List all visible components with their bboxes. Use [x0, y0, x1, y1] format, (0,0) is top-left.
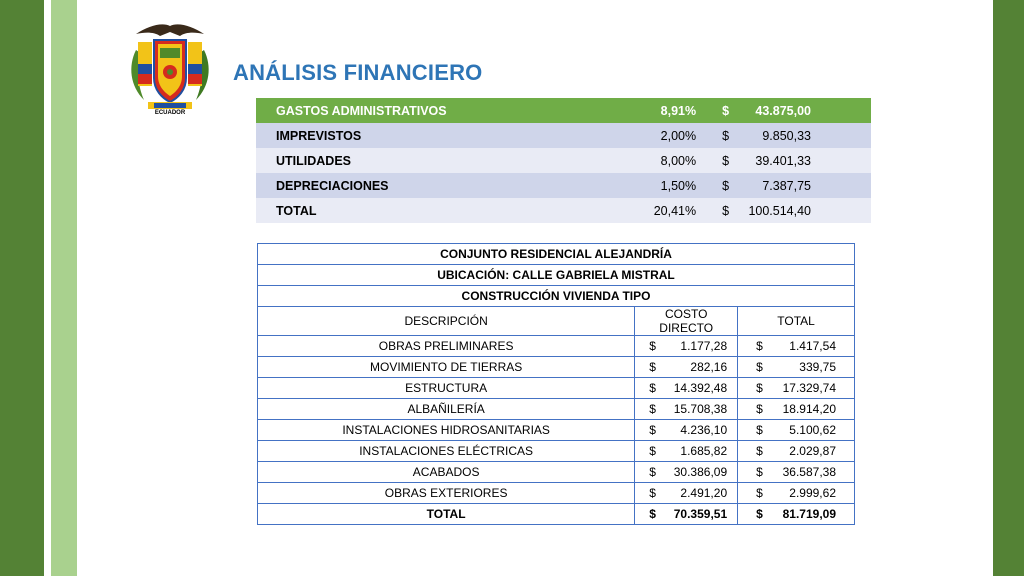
- summary-amount: 43.875,00: [748, 98, 871, 123]
- summary-percent: 1,50%: [622, 173, 700, 198]
- summary-currency: $: [700, 173, 748, 198]
- row-direct-cost: [635, 483, 738, 504]
- table-heading-row: [258, 244, 855, 265]
- summary-amount: 100.514,40: [748, 198, 871, 223]
- row-description: OBRAS PRELIMINARES: [258, 336, 635, 357]
- row-total: [738, 462, 855, 483]
- currency-symbol: $: [756, 507, 763, 521]
- row-total: [738, 483, 855, 504]
- currency-symbol: $: [649, 444, 656, 458]
- summary-label: DEPRECIACIONES: [256, 173, 622, 198]
- left-dark-green-bar: [0, 0, 44, 576]
- column-header-description: DESCRIPCIÓN: [258, 307, 635, 336]
- amount-value: 282,16: [690, 360, 728, 374]
- row-total: [738, 420, 855, 441]
- left-light-green-bar: [51, 0, 77, 576]
- row-description: ALBAÑILERÍA: [258, 399, 635, 420]
- summary-row: [256, 198, 871, 223]
- amount-value: 4.236,10: [680, 423, 728, 437]
- table-row: [258, 483, 855, 504]
- row-total: [738, 357, 855, 378]
- row-direct-cost: [635, 357, 738, 378]
- currency-symbol: $: [756, 402, 763, 416]
- table-row: [258, 462, 855, 483]
- row-direct-cost: [635, 462, 738, 483]
- project-type: CONSTRUCCIÓN VIVIENDA TIPO: [258, 286, 855, 307]
- table-row: [258, 378, 855, 399]
- currency-symbol: $: [756, 444, 763, 458]
- table-row: [258, 357, 855, 378]
- table-row: [258, 441, 855, 462]
- page-title: ANÁLISIS FINANCIERO: [233, 60, 483, 85]
- summary-row: [256, 173, 871, 198]
- amount-value: 1.685,82: [680, 444, 728, 458]
- amount-value: 17.329,74: [782, 381, 836, 395]
- summary-percent: 20,41%: [622, 198, 700, 223]
- summary-row: [256, 123, 871, 148]
- summary-amount: 39.401,33: [748, 148, 871, 173]
- column-header-direct-cost: COSTO DIRECTO: [635, 307, 738, 336]
- summary-currency: $: [700, 198, 748, 223]
- summary-amount: 9.850,33: [748, 123, 871, 148]
- table-heading-row: [258, 265, 855, 286]
- amount-value: 2.491,20: [680, 486, 728, 500]
- table-row: [258, 399, 855, 420]
- total-row: [258, 504, 855, 525]
- column-header-row: [258, 307, 855, 336]
- row-description: INSTALACIONES ELÉCTRICAS: [258, 441, 635, 462]
- table-row: [258, 336, 855, 357]
- table-row: [258, 420, 855, 441]
- currency-symbol: $: [649, 402, 656, 416]
- summary-label: UTILIDADES: [256, 148, 622, 173]
- row-direct-cost: [635, 420, 738, 441]
- currency-symbol: $: [756, 423, 763, 437]
- amount-value: 15.708,38: [673, 402, 728, 416]
- summary-row: [256, 98, 871, 123]
- financial-summary-table: [256, 98, 871, 223]
- amount-value: 339,75: [799, 360, 836, 374]
- logo-caption: ECUADOR: [154, 110, 186, 116]
- construction-cost-table: [257, 243, 855, 525]
- summary-label: GASTOS ADMINISTRATIVOS: [256, 98, 622, 123]
- amount-value: 1.417,54: [789, 339, 836, 353]
- table-heading-row: [258, 286, 855, 307]
- row-description: ESTRUCTURA: [258, 378, 635, 399]
- summary-percent: 8,91%: [622, 98, 700, 123]
- row-total: [738, 378, 855, 399]
- total-grand-total: [738, 504, 855, 525]
- row-total: [738, 399, 855, 420]
- currency-symbol: $: [649, 381, 656, 395]
- row-description: MOVIMIENTO DE TIERRAS: [258, 357, 635, 378]
- summary-currency: $: [700, 123, 748, 148]
- ecuador-coat-of-arms-icon: [122, 20, 218, 120]
- amount-value: 36.587,38: [782, 465, 836, 479]
- currency-symbol: $: [756, 360, 763, 374]
- currency-symbol: $: [649, 360, 656, 374]
- currency-symbol: $: [756, 381, 763, 395]
- amount-value: 5.100,62: [789, 423, 836, 437]
- summary-label: IMPREVISTOS: [256, 123, 622, 148]
- project-name: CONJUNTO RESIDENCIAL ALEJANDRÍA: [258, 244, 855, 265]
- total-label: TOTAL: [258, 504, 635, 525]
- summary-amount: 7.387,75: [748, 173, 871, 198]
- summary-percent: 8,00%: [622, 148, 700, 173]
- row-direct-cost: [635, 441, 738, 462]
- amount-value: 30.386,09: [673, 465, 728, 479]
- row-direct-cost: [635, 378, 738, 399]
- project-location: UBICACIÓN: CALLE GABRIELA MISTRAL: [258, 265, 855, 286]
- currency-symbol: $: [649, 465, 656, 479]
- amount-value: 81.719,09: [782, 507, 836, 521]
- summary-currency: $: [700, 98, 748, 123]
- row-description: OBRAS EXTERIORES: [258, 483, 635, 504]
- amount-value: 18.914,20: [782, 402, 836, 416]
- currency-symbol: $: [649, 486, 656, 500]
- summary-label: TOTAL: [256, 198, 622, 223]
- currency-symbol: $: [756, 339, 763, 353]
- row-description: ACABADOS: [258, 462, 635, 483]
- currency-symbol: $: [756, 486, 763, 500]
- currency-symbol: $: [649, 423, 656, 437]
- summary-currency: $: [700, 148, 748, 173]
- summary-percent: 2,00%: [622, 123, 700, 148]
- row-direct-cost: [635, 399, 738, 420]
- row-direct-cost: [635, 336, 738, 357]
- summary-row: [256, 148, 871, 173]
- amount-value: 70.359,51: [673, 507, 728, 521]
- currency-symbol: $: [756, 465, 763, 479]
- amount-value: 14.392,48: [673, 381, 728, 395]
- currency-symbol: $: [649, 339, 656, 353]
- column-header-total: TOTAL: [738, 307, 855, 336]
- amount-value: 2.999,62: [789, 486, 836, 500]
- row-description: INSTALACIONES HIDROSANITARIAS: [258, 420, 635, 441]
- right-dark-green-bar: [993, 0, 1024, 576]
- row-total: [738, 336, 855, 357]
- total-direct-cost: [635, 504, 738, 525]
- amount-value: 2.029,87: [789, 444, 836, 458]
- currency-symbol: $: [649, 507, 656, 521]
- row-total: [738, 441, 855, 462]
- amount-value: 1.177,28: [680, 339, 728, 353]
